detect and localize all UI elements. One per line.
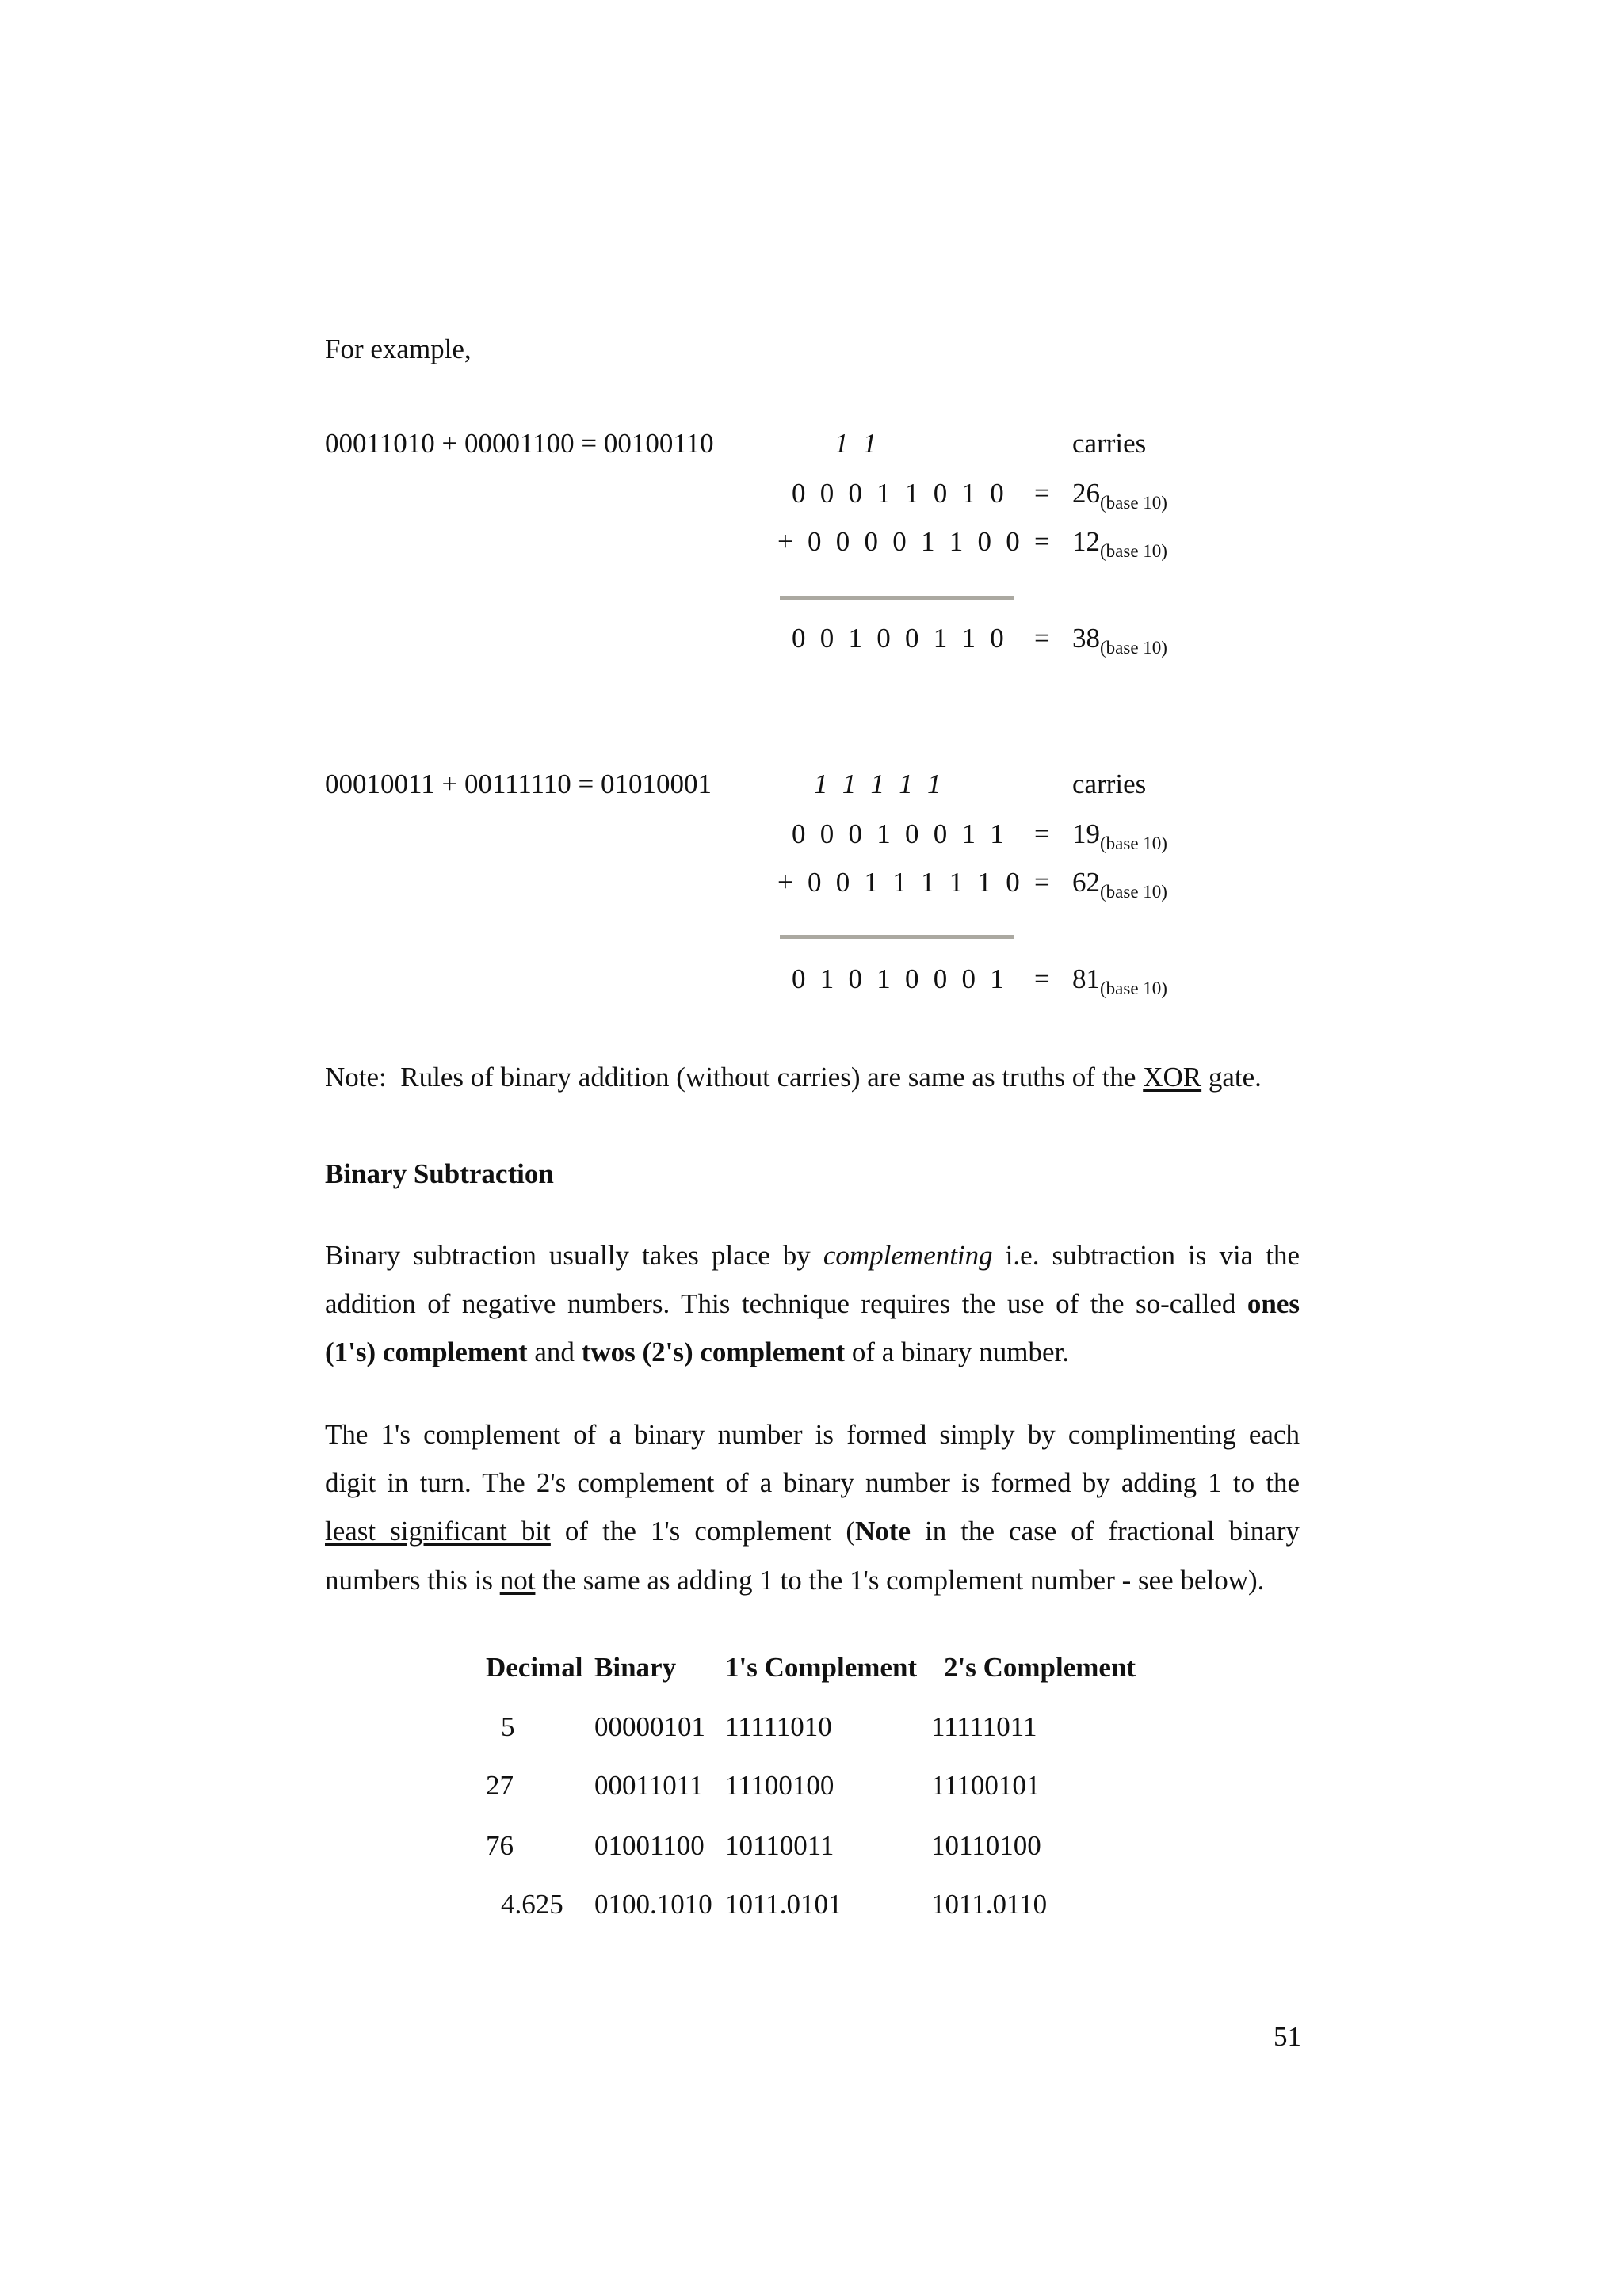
operand-2-row xyxy=(777,528,1020,555)
emphasis-text: complementing xyxy=(823,1240,993,1271)
table-cell-ones-complement: 10110011 xyxy=(725,1830,834,1861)
table-header-ones-complement: 1's Complement xyxy=(725,1652,918,1683)
note-text-end: gate. xyxy=(1201,1062,1262,1093)
operand-2-row xyxy=(777,868,1020,896)
paragraph-text: of the 1's complement ( xyxy=(550,1516,856,1547)
decimal-value xyxy=(1072,478,1167,513)
operand-1-digits: 0 0 0 1 1 0 1 0 xyxy=(792,478,1004,509)
paragraph-text: Binary subtraction usually takes place by xyxy=(325,1240,823,1271)
paragraph-line xyxy=(325,1328,1300,1376)
table-cell-decimal: 5 xyxy=(501,1711,515,1742)
table-cell-decimal: 27 xyxy=(486,1770,514,1801)
table-cell-twos-complement: 11111011 xyxy=(931,1711,1037,1742)
bold-term: Note xyxy=(855,1516,911,1547)
carries-label: carries xyxy=(1072,428,1147,459)
table-cell-binary: 01001100 xyxy=(594,1830,705,1861)
decimal-value xyxy=(1072,820,1167,851)
base-subscript: (base 10) xyxy=(1100,541,1167,561)
decimal-number: 38 xyxy=(1072,623,1100,654)
operand-1-digits: 0 0 0 1 0 0 1 1 xyxy=(792,818,1004,849)
table-cell-ones-complement: 1011.0101 xyxy=(725,1889,842,1920)
paragraph-text: numbers this is xyxy=(325,1564,500,1596)
underlined-text: not xyxy=(499,1564,536,1596)
underlined-text: least significant bit xyxy=(325,1516,551,1547)
equals-sign: = xyxy=(1034,963,1050,994)
section-heading: Binary Subtraction xyxy=(325,1158,554,1189)
sum-rule-line xyxy=(780,935,1014,939)
plus-sign: + xyxy=(777,867,793,898)
table-cell-binary: 00000101 xyxy=(594,1711,705,1742)
bold-term: ones xyxy=(1247,1288,1300,1320)
decimal-value xyxy=(1072,867,1167,902)
base-subscript: (base 10) xyxy=(1100,493,1167,513)
note-line xyxy=(325,1063,1262,1091)
paragraph-text: The 1's complement of a binary number is formed simply by complimenting each xyxy=(325,1419,1300,1450)
equals-sign: = xyxy=(1034,623,1050,654)
paragraph-complement-definition xyxy=(325,1410,1300,1604)
operand-2-digits: 0 0 0 0 1 1 0 0 xyxy=(808,526,1020,557)
paragraph-text: in the case of fractional binary xyxy=(910,1516,1300,1547)
decimal-number: 62 xyxy=(1072,867,1100,898)
bold-term: (1's) complement xyxy=(325,1337,528,1368)
table-header-binary: Binary xyxy=(594,1652,677,1683)
table-cell-ones-complement: 11111010 xyxy=(725,1711,832,1742)
base-subscript: (base 10) xyxy=(1100,833,1167,853)
paragraph-line xyxy=(325,1280,1300,1328)
decimal-value xyxy=(1072,623,1167,658)
sum-rule-line xyxy=(780,596,1014,600)
carries-label: carries xyxy=(1072,769,1147,799)
paragraph-text: digit in turn. The 2's complement of a binary number is formed by adding 1 to the xyxy=(325,1467,1300,1499)
page-number: 51 xyxy=(1274,2021,1301,2052)
example-equation: 00010011 + 00111110 = 01010001 xyxy=(325,769,712,799)
paragraph-text: addition of negative numbers. This technique requires the use of the so-called xyxy=(325,1288,1247,1320)
table-header-decimal: Decimal xyxy=(486,1652,583,1683)
plus-sign: + xyxy=(777,526,793,557)
paragraph-line xyxy=(325,1507,1300,1555)
decimal-value xyxy=(1072,528,1167,559)
paragraph-text: and xyxy=(527,1337,582,1368)
equals-sign: = xyxy=(1034,867,1050,898)
paragraph-subtraction-intro xyxy=(325,1231,1300,1377)
bold-term: twos (2's) complement xyxy=(581,1337,846,1368)
result-digits: 0 1 0 1 0 0 0 1 xyxy=(792,963,1004,994)
result-digits: 0 0 1 0 0 1 1 0 xyxy=(792,623,1004,654)
table-cell-twos-complement: 1011.0110 xyxy=(931,1889,1048,1920)
decimal-number: 81 xyxy=(1072,963,1100,994)
base-subscript: (base 10) xyxy=(1100,638,1167,658)
table-cell-twos-complement: 10110100 xyxy=(931,1830,1041,1861)
table-cell-binary: 00011011 xyxy=(594,1770,704,1801)
example-equation: 00011010 + 00001100 = 00100110 xyxy=(325,428,714,459)
paragraph-line xyxy=(325,1459,1300,1507)
table-cell-twos-complement: 11100101 xyxy=(931,1770,1041,1801)
equals-sign: = xyxy=(1034,818,1050,849)
paragraph-line xyxy=(325,1410,1300,1459)
note-text: Note: Rules of binary addition (without carries) are same as truths of the xyxy=(325,1062,1144,1093)
base-subscript: (base 10) xyxy=(1100,978,1167,998)
table-header-twos-complement: 2's Complement xyxy=(944,1652,1136,1683)
paragraph-line xyxy=(325,1556,1300,1604)
equals-sign: = xyxy=(1034,478,1050,509)
decimal-number: 19 xyxy=(1072,818,1100,849)
carry-digits: 1 1 xyxy=(834,428,877,459)
paragraph-text: the same as adding 1 to the 1's complement number - see below). xyxy=(535,1564,1265,1596)
decimal-number: 12 xyxy=(1072,526,1100,557)
carry-digits: 1 1 1 1 1 xyxy=(814,769,941,799)
table-cell-decimal: 4.625 xyxy=(501,1889,563,1920)
paragraph-line xyxy=(325,1231,1300,1280)
table-cell-decimal: 76 xyxy=(486,1830,514,1861)
equals-sign: = xyxy=(1034,526,1050,557)
operand-2-digits: 0 0 1 1 1 1 1 0 xyxy=(808,867,1020,898)
paragraph-text: of a binary number. xyxy=(845,1337,1069,1368)
decimal-number: 26 xyxy=(1072,478,1100,509)
xor-underlined-text: XOR xyxy=(1143,1062,1202,1093)
table-cell-binary: 0100.1010 xyxy=(594,1889,712,1920)
table-cell-ones-complement: 11100100 xyxy=(725,1770,834,1801)
base-subscript: (base 10) xyxy=(1100,882,1167,902)
intro-text: For example, xyxy=(325,334,472,364)
decimal-value xyxy=(1072,965,1167,996)
paragraph-text: i.e. subtraction is via the xyxy=(992,1240,1300,1271)
